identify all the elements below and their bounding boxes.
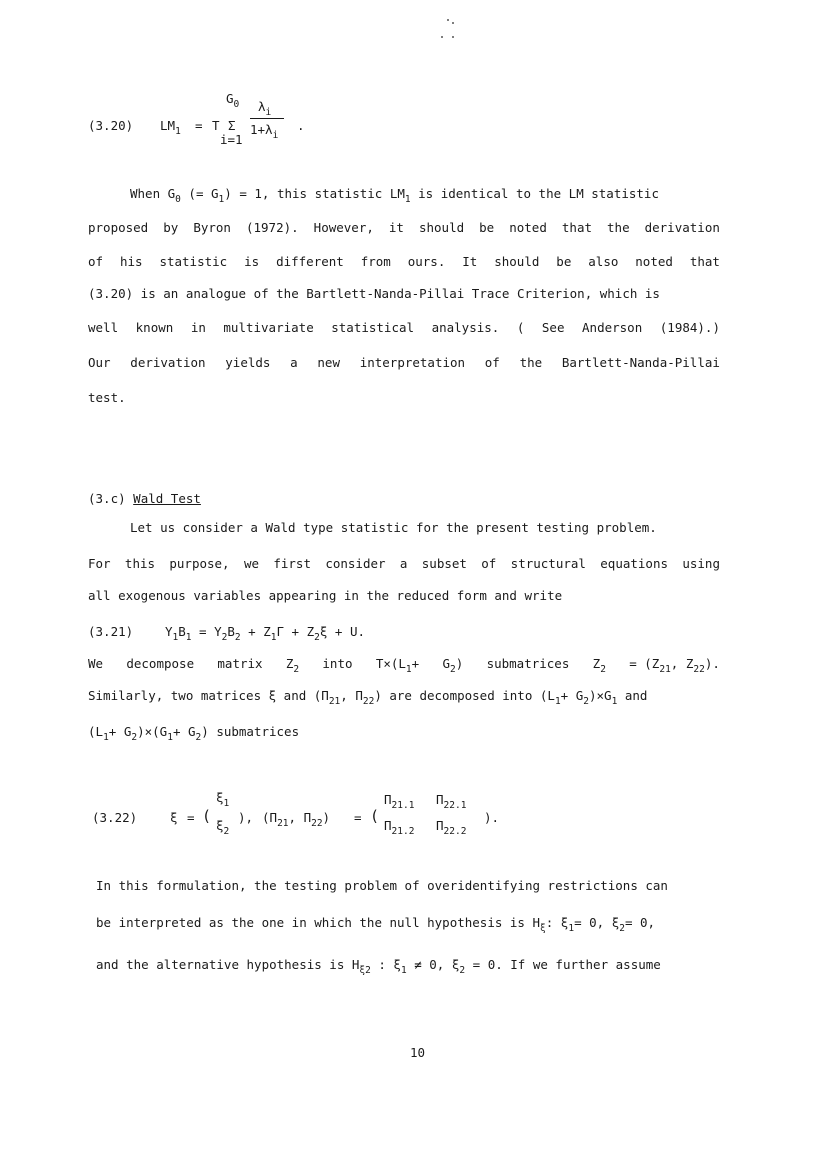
text-line: We decompose matrix $Z_2$ into $T\times(L_1+$ $G_2$) submatrices $Z_2$ = ($Z_{21}$, $Z_{22}$). (88, 656, 720, 675)
scan-speck (452, 36, 454, 38)
equation-label: (3.22) (92, 810, 138, 825)
text-line: For this purpose, we first consider a subset of structural equations using (88, 556, 720, 571)
text-line: proposed by Byron (1972). However, it should be noted that the derivation (88, 220, 720, 235)
pi-pair: ($\Pi_{21}$, $\Pi_{22}$) (262, 810, 331, 829)
text-line: and the alternative hypothesis is $H_{\xi 2}$ : $\xi_1 \ne 0$, $\xi_2 = 0$. If we further assume (96, 957, 661, 976)
t-symbol: T (212, 118, 220, 133)
equals-sign: = (195, 118, 203, 133)
text-line: test. (88, 390, 126, 405)
close-paren: ), (238, 810, 254, 825)
equation-label: (3.20) (88, 118, 134, 133)
matrix-entry-12: $\Pi_{22.1}$ (436, 792, 467, 811)
text-line: Similarly, two matrices ξ and ($\Pi_{21}$, $\Pi_{22}$) are decomposed into $(L_1+ G_2)\times G_1$ and (88, 688, 648, 707)
fraction-denominator: $1+\lambda_i$ (250, 122, 279, 141)
sigma-symbol: Σ (228, 118, 236, 133)
section-heading (88, 491, 201, 506)
text-line: When $G_0$ (= $G_1) = 1$, this statistic $LM_1$ is identical to the LM statistic (130, 186, 659, 205)
section-number: (3.c) (88, 491, 126, 506)
open-paren: ( (202, 807, 212, 825)
text-line: (3.20) is an analogue of the Bartlett-Nanda-Pillai Trace Criterion, which is (88, 286, 660, 301)
open-paren: ( (370, 807, 380, 825)
xi-1-entry: $\xi_1$ (216, 790, 230, 809)
equation-body: $Y_1B_1 = Y_2B_2 + Z_1\Gamma + Z_2\xi + U$. (165, 624, 366, 643)
scan-speck (441, 36, 443, 38)
equation-label: (3.21) (88, 624, 134, 639)
xi-2-entry: $\xi_2$ (216, 818, 230, 837)
matrix-entry-22: $\Pi_{22.2}$ (436, 818, 467, 837)
fraction-numerator: $\lambda_i$ (258, 99, 272, 118)
sum-upper-limit: $G_0$ (226, 91, 240, 110)
lm-symbol: $LM_1$ (160, 118, 181, 137)
text-line: Let us consider a Wald type statistic for the present testing problem. (130, 520, 657, 535)
text-line: well known in multivariate statistical analysis. ( See Anderson (1984).) (88, 320, 720, 335)
text-line: $(L_1+ G_2)\times(G_1+ G_2)$ submatrices (88, 724, 300, 743)
text-line: all exogenous variables appearing in the reduced form and write (88, 588, 563, 603)
scan-speck (452, 22, 454, 24)
section-title: Wald Test (133, 491, 201, 506)
matrix-entry-21: $\Pi_{21.2}$ (384, 818, 415, 837)
fraction-bar (250, 118, 284, 119)
sum-lower-limit: i=1 (220, 132, 243, 147)
page-number: 10 (410, 1045, 426, 1060)
close-paren: ). (484, 810, 500, 825)
equals-sign: = (354, 810, 362, 825)
scan-speck (447, 19, 449, 21)
matrix-entry-11: $\Pi_{21.1}$ (384, 792, 415, 811)
equation-end: . (297, 118, 305, 133)
text-line: Our derivation yields a new interpretation of the Bartlett-Nanda-Pillai (88, 355, 720, 370)
equals-sign: = (187, 810, 195, 825)
xi-symbol: ξ (170, 810, 178, 825)
text-line: be interpreted as the one in which the null hypothesis is $H_\xi$: $\xi_1= 0$, $\xi_2= 0$, (96, 915, 656, 934)
text-line: of his statistic is different from ours. It should be also noted that (88, 254, 720, 269)
text-line: In this formulation, the testing problem of overidentifying restrictions can (96, 878, 668, 893)
